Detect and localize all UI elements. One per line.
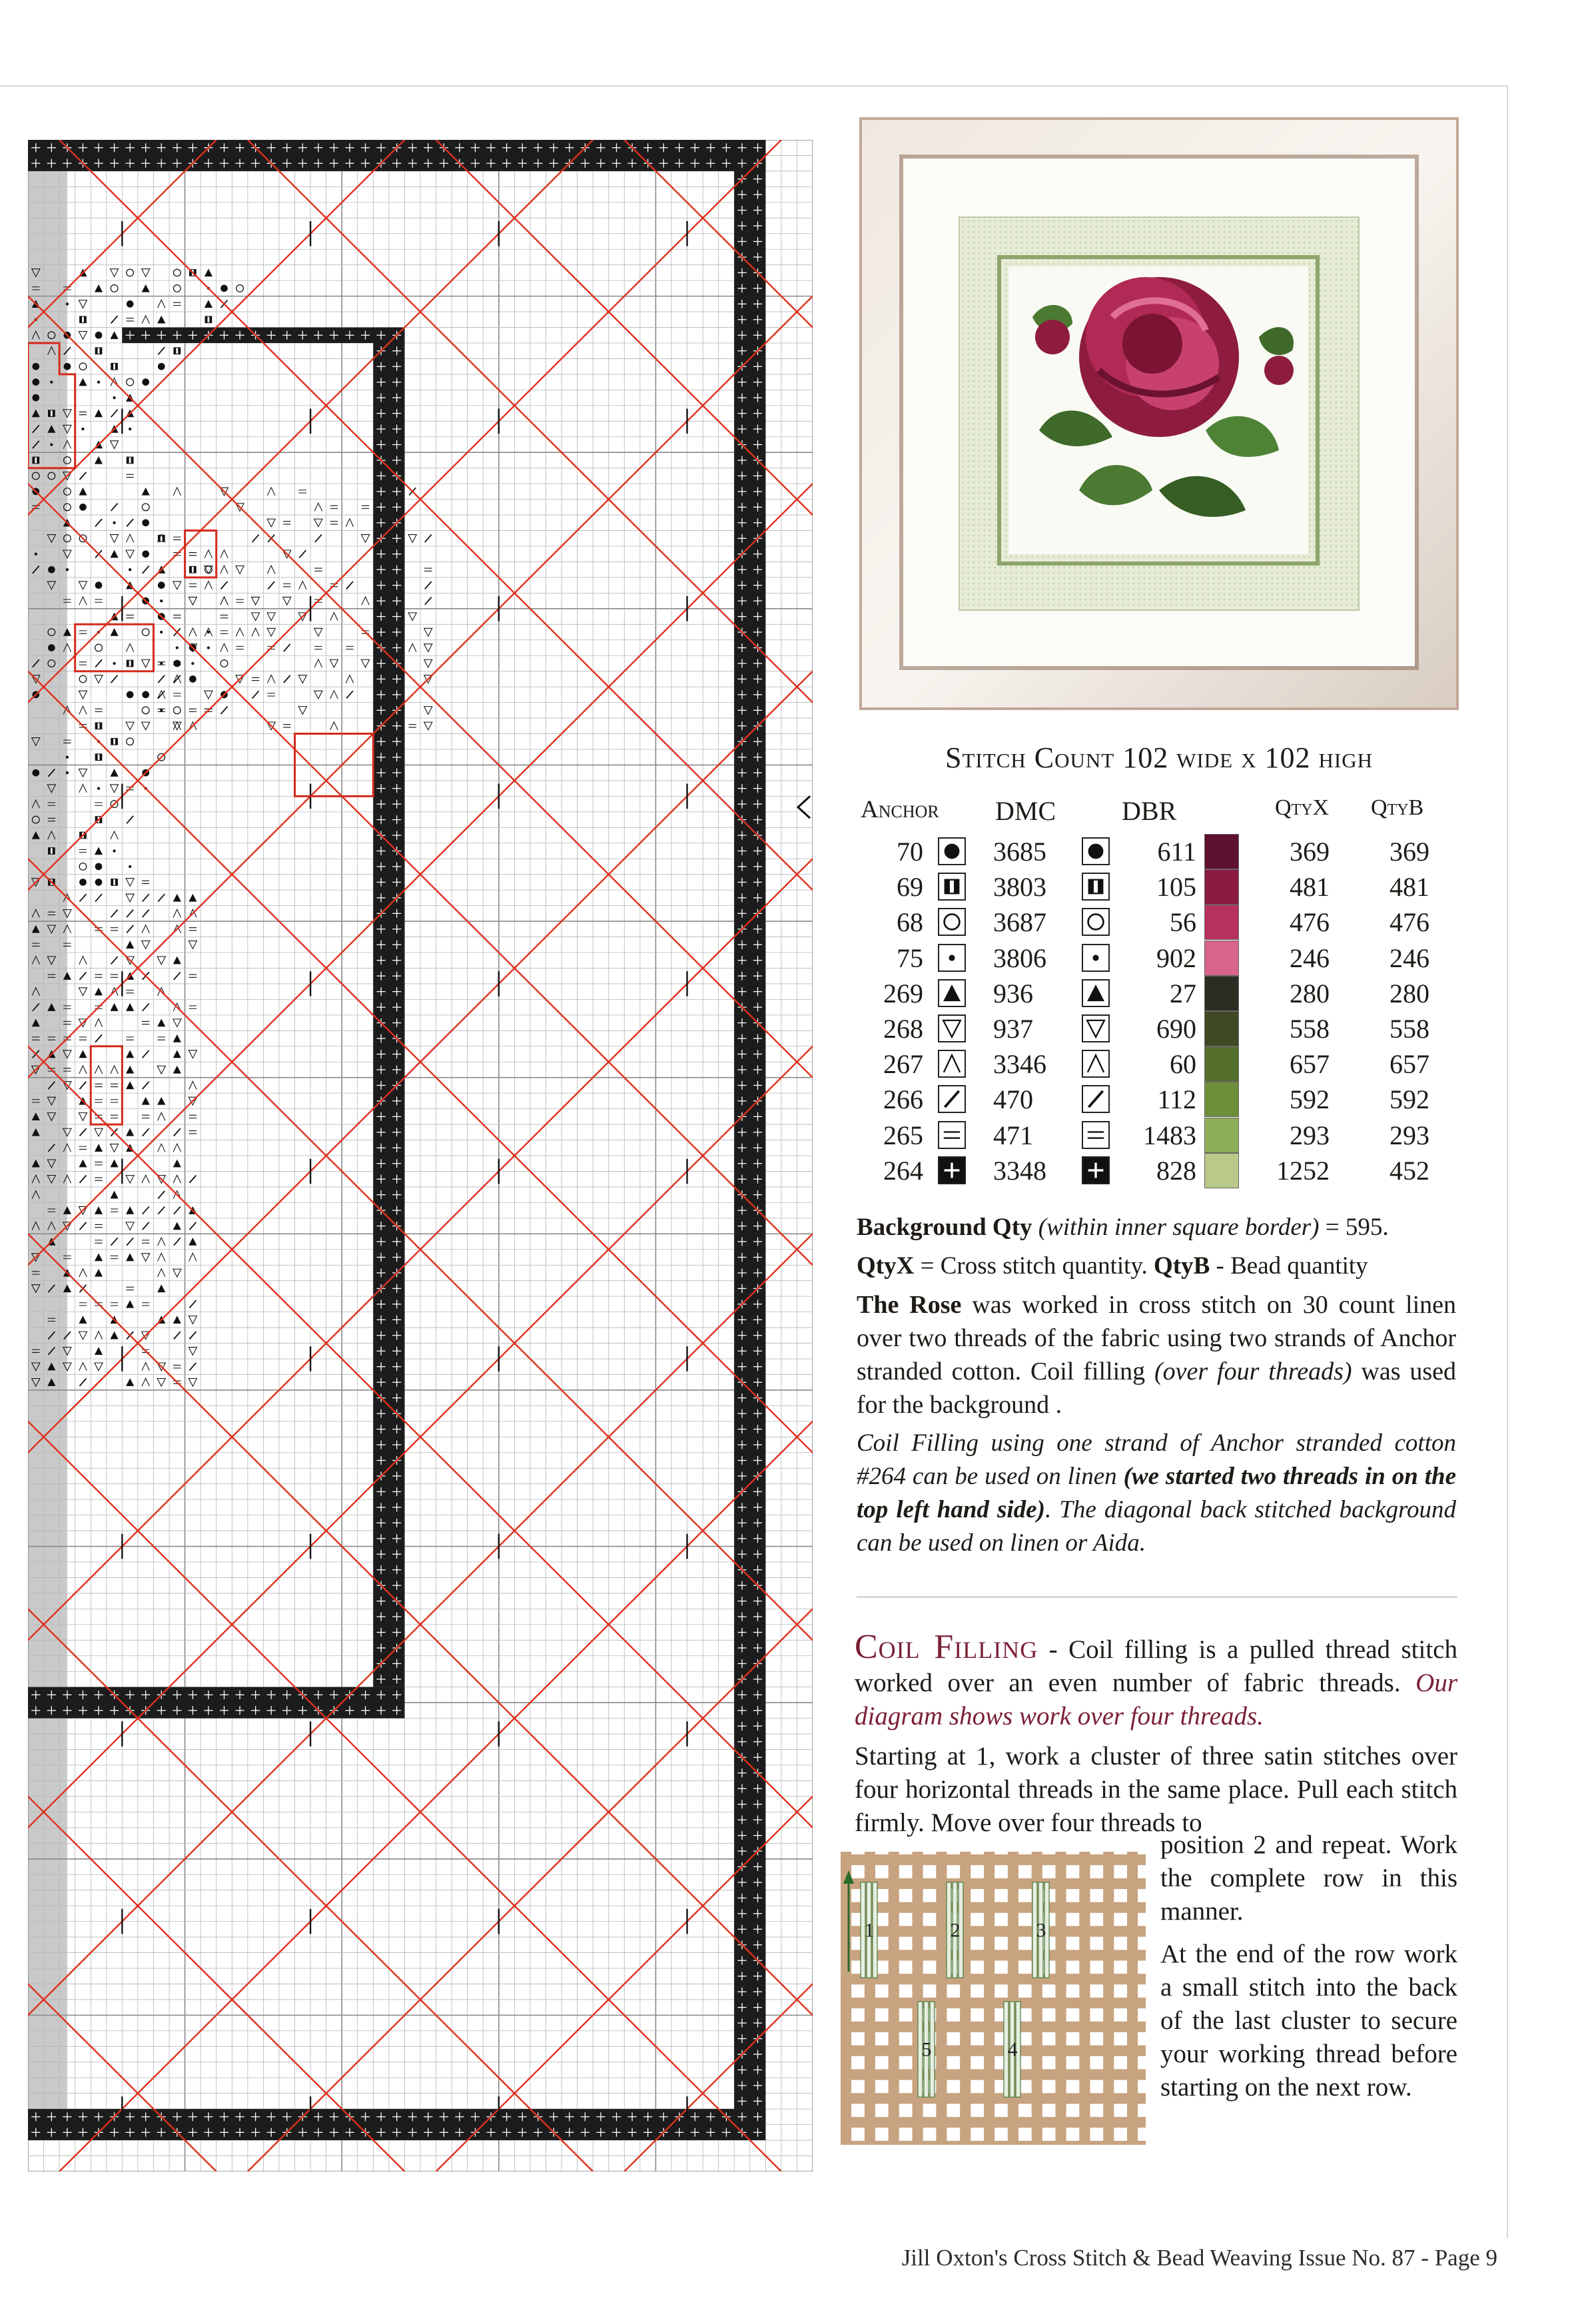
key-qtyx: 369 [1290,837,1330,867]
filled-triangle-symbol-icon [1082,979,1110,1007]
chart-symbol [220,285,228,292]
key-anchor-number: 75 [897,943,923,973]
key-qtyb: 476 [1390,907,1429,938]
coil-intro-text: - Coil filling is a pulled thread stitch worked over an even number of fabric threads. [855,1635,1457,1697]
caret-symbol-icon [938,1050,966,1078]
key-dbr-number: 690 [1156,1014,1196,1044]
coil-filling-section [855,1628,1457,1840]
coil-note-b: (we started two threads in on the top left hand side) [857,1463,1456,1523]
color-swatch [1204,905,1239,940]
key-qtyx: 476 [1290,907,1330,938]
key-qtyb: 280 [1390,978,1429,1008]
key-qtyb: 369 [1390,837,1429,867]
chart-symbol [32,769,39,777]
rose-term: The Rose [857,1291,962,1319]
filled-triangle-symbol-icon [938,979,966,1007]
canvas-lattice [841,1852,1146,2145]
key-row [857,905,1443,940]
key-header-dbr: DBR [1122,796,1177,826]
key-dbr-number: 60 [1170,1049,1196,1080]
key-qtyx: 592 [1290,1084,1330,1115]
key-row [857,1046,1443,1082]
square-bar-symbol-icon [1082,873,1110,901]
slash-symbol-icon [938,1085,966,1113]
filled-circle-symbol-icon [938,837,966,865]
position-label: 1 [864,1919,875,1942]
color-swatch [1204,941,1239,976]
chart-symbol [32,378,39,386]
caret-symbol-icon [1082,1050,1110,1078]
down-triangle-symbol-icon [938,1014,966,1042]
key-anchor-number: 70 [897,837,923,867]
key-qtyb: 452 [1390,1155,1429,1186]
coil-note-a: Coil Filling using one strand of Anchor stranded cotton #264 can be used on linen [857,1429,1456,1490]
key-qtyb: 246 [1390,943,1429,973]
key-qtyb: 657 [1390,1049,1429,1080]
rose-text: was worked in cross stitch on 30 count linen over two threads of the fabric using two strands of Anchor stranded cotton. Coil filling [857,1291,1456,1385]
qtyb-def: - Bead quantity [1210,1252,1368,1280]
coil-para2: Starting at 1, work a cluster of three satin stitches over four horizontal threads in the same place. Pull each stitch firmly. Move over four threads to [855,1742,1457,1837]
key-anchor-number: 265 [883,1120,923,1150]
equals-symbol-icon [938,1121,966,1149]
dot-symbol-icon [1082,944,1110,972]
qtyx-def: = Cross stitch quantity. [914,1252,1154,1280]
key-qtyx: 1252 [1276,1155,1330,1186]
key-qtyx: 558 [1290,1014,1330,1044]
position-label: 5 [921,2038,932,2061]
key-dbr-number: 611 [1157,837,1196,867]
key-dmc-number: 3348 [993,1155,1046,1186]
qty-legend-line [857,1250,1456,1283]
rose-picture [859,117,1459,710]
equals-symbol-icon [1082,1121,1110,1149]
notes-block [857,1211,1456,1560]
key-header-qtyb: QtyB [1371,795,1424,820]
key-anchor-number: 268 [883,1014,923,1044]
coil-filling-diagram [841,1852,1146,2145]
key-dbr-number: 1483 [1143,1120,1196,1150]
color-swatch [1204,869,1239,905]
plus-symbol-icon [938,1156,966,1184]
chart-symbol [48,644,55,651]
key-dmc-number: 471 [993,1120,1033,1150]
key-qtyb: 558 [1390,1014,1429,1044]
coil-side-2: At the end of the row work a small stitch into the back of the last cluster to secure your working thread before starting on the next row. [1160,1940,1457,2102]
framed-rose-photo [859,117,1459,710]
color-swatch [1204,1011,1239,1046]
background-qty-label: Background Qty [857,1214,1032,1241]
stitch-count-heading [859,741,1459,775]
position-label: 4 [1007,2038,1018,2061]
chart-symbol [48,566,55,574]
key-header-dmc: DMC [995,796,1056,826]
background-qty-value: = 595. [1319,1214,1389,1241]
key-row [857,1153,1443,1188]
color-swatch [1204,1046,1239,1082]
key-anchor-number: 68 [897,907,923,938]
coil-title: Coil Filling [855,1628,1038,1666]
key-qtyb: 481 [1390,872,1429,903]
key-qtyb: 592 [1390,1084,1429,1115]
coil-intro-ital: Our diagram shows work over four threads. [855,1669,1457,1731]
color-swatch [1204,834,1239,869]
key-dbr-number: 902 [1156,943,1196,973]
slash-symbol-icon [1082,1085,1110,1113]
key-qtyx: 280 [1290,978,1330,1008]
key-row [857,941,1443,976]
key-row [857,976,1443,1011]
chart-symbol [35,553,37,556]
dot-symbol-icon [938,944,966,972]
coil-note-c: . The diagonal back stitched background can be used on linen or Aida. [857,1496,1456,1557]
chart-symbol [50,443,53,446]
position-label: 2 [950,1919,961,1942]
chart-symbol [32,363,39,370]
key-dbr-number: 56 [1170,907,1196,938]
filled-circle-symbol-icon [1082,837,1110,865]
key-row [857,1082,1443,1117]
key-qtyx: 481 [1290,872,1330,903]
coil-side-text [1160,1828,1457,2104]
coil-side-1: position 2 and repeat. Work the complete row in this manner. [1160,1830,1457,1926]
key-anchor-number: 267 [883,1049,923,1080]
color-swatch [1204,1153,1239,1188]
key-dbr-number: 27 [1170,978,1196,1008]
key-row [857,834,1443,869]
key-qtyb: 293 [1390,1120,1429,1150]
key-qtyx: 657 [1290,1049,1330,1080]
key-dmc-number: 470 [993,1084,1033,1115]
key-dbr-number: 105 [1156,872,1196,903]
key-anchor-number: 69 [897,872,923,903]
key-qtyx: 246 [1290,943,1330,973]
key-anchor-number: 266 [883,1084,923,1115]
key-row [857,1011,1443,1046]
key-dmc-number: 936 [993,978,1033,1008]
key-dmc-number: 3806 [993,943,1046,973]
color-swatch [1204,1118,1239,1153]
open-circle-symbol-icon [938,908,966,936]
qtyb-term: QtyB [1154,1252,1210,1280]
square-bar-symbol-icon [938,873,966,901]
coil-intro [855,1628,1457,1733]
key-dbr-number: 112 [1157,1084,1196,1115]
stitch-count-text: 102 wide x 102 high [1122,741,1373,774]
rose-paragraph [857,1288,1456,1421]
background-qty-paren: (within inner square border) [1038,1214,1320,1241]
chart-symbol [32,394,39,402]
position-label: 3 [1036,1919,1046,1942]
coil-diagram-svg [841,1852,1146,2145]
key-dmc-number: 937 [993,1014,1033,1044]
key-row [857,869,1443,905]
chart-symbol [32,457,39,464]
page-footer: Jill Oxton's Cross Stitch & Bead Weaving Issue No. 87 - Page 9 [901,2245,1497,2271]
chart-symbol [48,847,55,855]
chart-symbol [48,410,55,417]
qtyx-term: QtyX [857,1252,915,1280]
key-dmc-number: 3685 [993,837,1046,867]
rose-text-end: was used for the background . [857,1357,1456,1419]
rose-ital: (over four threads) [1154,1357,1352,1385]
chart-grid [28,140,813,2171]
key-dmc-number: 3803 [993,872,1046,903]
key-header-anchor: Anchor [861,796,939,823]
cross-stitch-chart [28,140,813,2171]
color-swatch [1204,976,1239,1011]
key-anchor-number: 264 [883,1155,923,1186]
chart-symbol [66,302,69,305]
key-qtyx: 293 [1290,1120,1330,1150]
key-dbr-number: 828 [1156,1155,1196,1186]
chart-symbol [50,381,53,384]
open-circle-symbol-icon [1082,908,1110,936]
key-dmc-number: 3687 [993,907,1046,938]
section-divider [857,1596,1457,1598]
chart-symbol [127,300,134,308]
stitch-count-label: Stitch Count [945,741,1115,774]
color-swatch [1204,1082,1239,1117]
key-dmc-number: 3346 [993,1049,1046,1080]
background-qty-line [857,1211,1456,1244]
coil-note-paragraph [857,1427,1456,1560]
down-triangle-symbol-icon [1082,1014,1110,1042]
side-caption-strip [0,560,9,1226]
key-anchor-number: 269 [883,978,923,1008]
plus-symbol-icon [1082,1156,1110,1184]
key-header-qtyx: QtyX [1275,795,1330,820]
key-row [857,1118,1443,1153]
